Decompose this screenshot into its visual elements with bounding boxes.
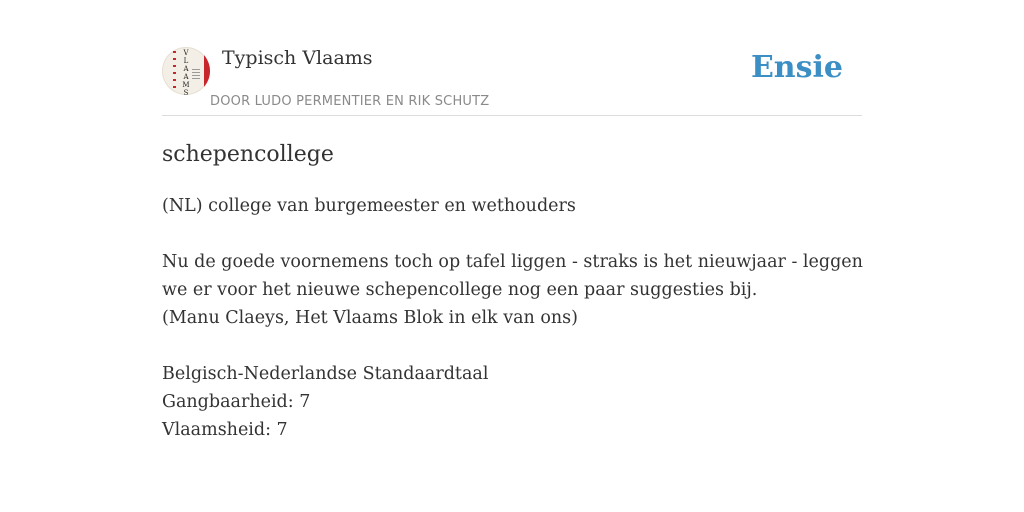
blog-title[interactable]: Typisch Vlaams <box>222 47 373 69</box>
entry-body <box>162 192 862 444</box>
avatar-decoration <box>173 51 176 89</box>
blog-authors: DOOR LUDO PERMENTIER EN RIK SCHUTZ <box>210 94 490 109</box>
entry-language: Belgisch-Nederlandse Standaardtaal <box>162 364 489 384</box>
entry-source: (Manu Claeys, Het Vlaams Blok in elk van ons) <box>162 308 578 328</box>
entry-example-line: we er voor het nieuwe schepencollege nog een paar suggesties bij. <box>162 280 758 300</box>
entry-definition: (NL) college van burgemeester en wethouders <box>162 196 576 216</box>
entry-gangbaarheid: Gangbaarheid: 7 <box>162 392 311 412</box>
avatar-logo-letters: V L A A M S <box>182 49 190 95</box>
entry-title: schepencollege <box>162 142 334 167</box>
spacer <box>162 332 862 360</box>
avatar-red-edge <box>204 47 210 95</box>
avatar-text-lines <box>192 69 200 79</box>
blog-avatar[interactable] <box>162 47 210 95</box>
entry-example-line: Nu de goede voornemens toch op tafel liggen - straks is het nieuwjaar - leggen <box>162 252 863 272</box>
spacer <box>162 220 862 248</box>
brand-logo[interactable]: Ensie <box>750 50 843 85</box>
entry-card <box>162 44 862 444</box>
entry-vlaamsheid: Vlaamsheid: 7 <box>162 420 288 440</box>
blog-header <box>162 44 862 116</box>
